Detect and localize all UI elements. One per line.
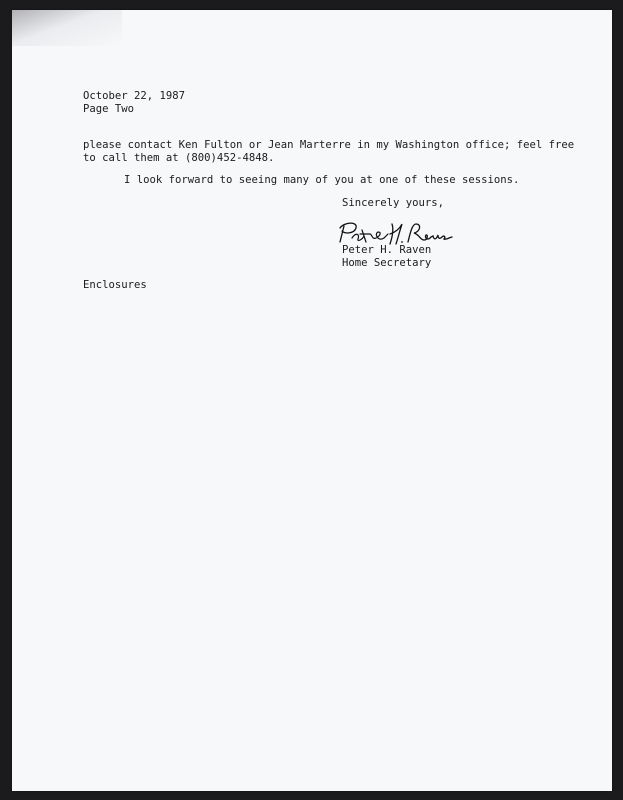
closing-salutation: Sincerely yours, (342, 197, 445, 209)
body-paragraph-2: I look forward to seeing many of you at one of these sessions. (124, 174, 520, 186)
signer-title: Home Secretary (342, 257, 432, 269)
body-line-1: please contact Ken Fulton or Jean Marterre in my Washington office; feel free (83, 139, 575, 151)
body-line-2: to call them at (800)452-4848. (83, 152, 275, 164)
enclosures-note: Enclosures (83, 279, 147, 291)
page-number: Page Two (83, 103, 135, 115)
signer-name: Peter H. Raven (342, 244, 432, 256)
letter-page (12, 10, 612, 791)
letter-date: October 22, 1987 (83, 90, 186, 102)
